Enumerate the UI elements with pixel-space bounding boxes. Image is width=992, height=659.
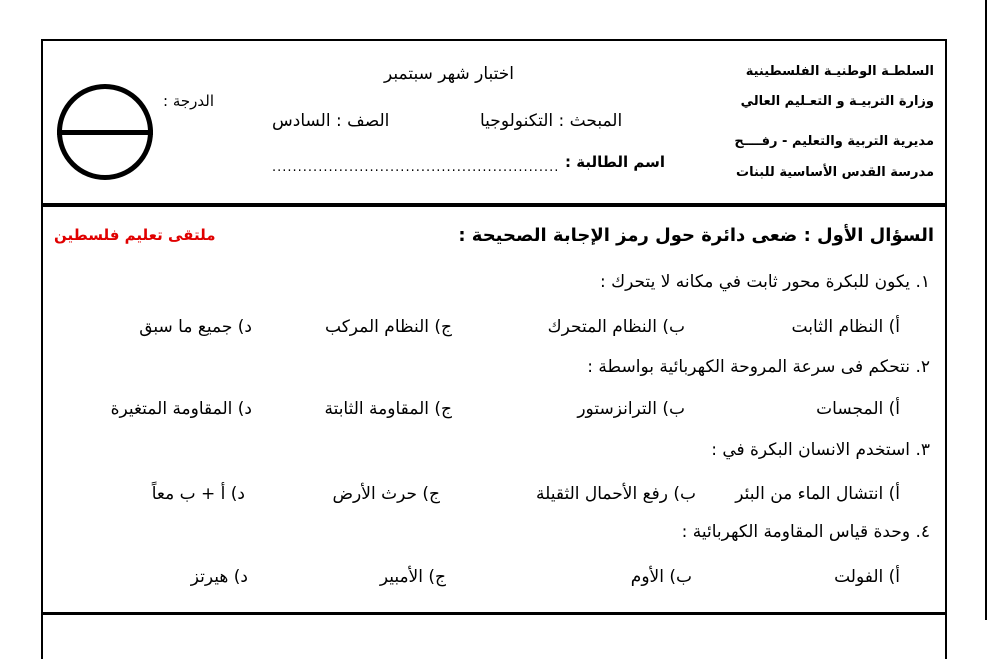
page-frame	[41, 39, 947, 659]
subject-label: المبحث : التكنولوجيا	[480, 111, 623, 131]
score-label: الدرجة :	[163, 92, 214, 110]
directorate-line: مديرية التربية والتعليم - رفــــح	[734, 134, 934, 149]
item-text: وحدة قياس المقاومة الكهربائية :	[681, 522, 911, 542]
option-a[interactable]: أ) انتشال الماء من البئر	[735, 484, 900, 504]
header-divider	[41, 203, 947, 207]
option-c[interactable]: ج) المقاومة الثابتة	[324, 399, 452, 419]
option-c[interactable]: ج) حرث الأرض	[332, 484, 440, 504]
option-a[interactable]: أ) النظام الثابت	[791, 317, 900, 337]
question-item-3	[711, 440, 930, 460]
option-d[interactable]: د) المقاومة المتغيرة	[110, 399, 252, 419]
option-c[interactable]: ج) النظام المركب	[325, 317, 452, 337]
score-divider	[57, 130, 153, 135]
item-text: استخدم الانسان البكرة في :	[711, 440, 911, 460]
option-c[interactable]: ج) الأمبير	[379, 567, 446, 587]
item-number: ٤.	[915, 522, 930, 542]
question-item-1	[600, 272, 930, 292]
item-text: نتحكم فى سرعة المروحة الكهربائية بواسطة :	[587, 357, 911, 377]
option-b[interactable]: ب) رفع الأحمال الثقيلة	[535, 484, 696, 504]
page-edge	[985, 0, 987, 620]
authority-line: السلطـة الوطنيـة الفلسطينية	[745, 64, 934, 79]
school-line: مدرسة القدس الأساسية للبنات	[736, 165, 934, 180]
option-a[interactable]: أ) المجسات	[816, 399, 900, 419]
student-name-field[interactable]: ........................................................	[272, 160, 560, 175]
option-d[interactable]: د) جميع ما سبق	[139, 317, 252, 337]
option-b[interactable]: ب) النظام المتحرك	[547, 317, 685, 337]
option-b[interactable]: ب) الأوم	[630, 567, 692, 587]
question-item-2	[587, 357, 930, 377]
brand-label: ملتقى تعليم فلسطين	[54, 226, 216, 244]
option-d[interactable]: د) أ + ب معاً	[151, 484, 245, 504]
item-number: ٣.	[915, 440, 930, 460]
question-item-4	[682, 522, 930, 542]
question-title: السؤال الأول : ضعى دائرة حول رمز الإجابة الصحيحة :	[458, 225, 934, 246]
item-text: يكون للبكرة محور ثابت في مكانه لا يتحرك :	[599, 272, 911, 292]
student-name-label: اسم الطالبة :	[565, 153, 665, 171]
option-d[interactable]: د) هيرتز	[190, 567, 248, 587]
option-b[interactable]: ب) الترانزستور	[577, 399, 685, 419]
item-number: ٢.	[915, 357, 930, 377]
footer-divider	[41, 612, 947, 615]
item-number: ١.	[915, 272, 930, 292]
ministry-line: وزارة التربيـة و التعـليم العالي	[740, 94, 934, 109]
class-label: الصف : السادس	[272, 111, 390, 131]
exam-title: اختبار شهر سبتمبر	[384, 64, 514, 84]
option-a[interactable]: أ) الفولت	[834, 567, 900, 587]
